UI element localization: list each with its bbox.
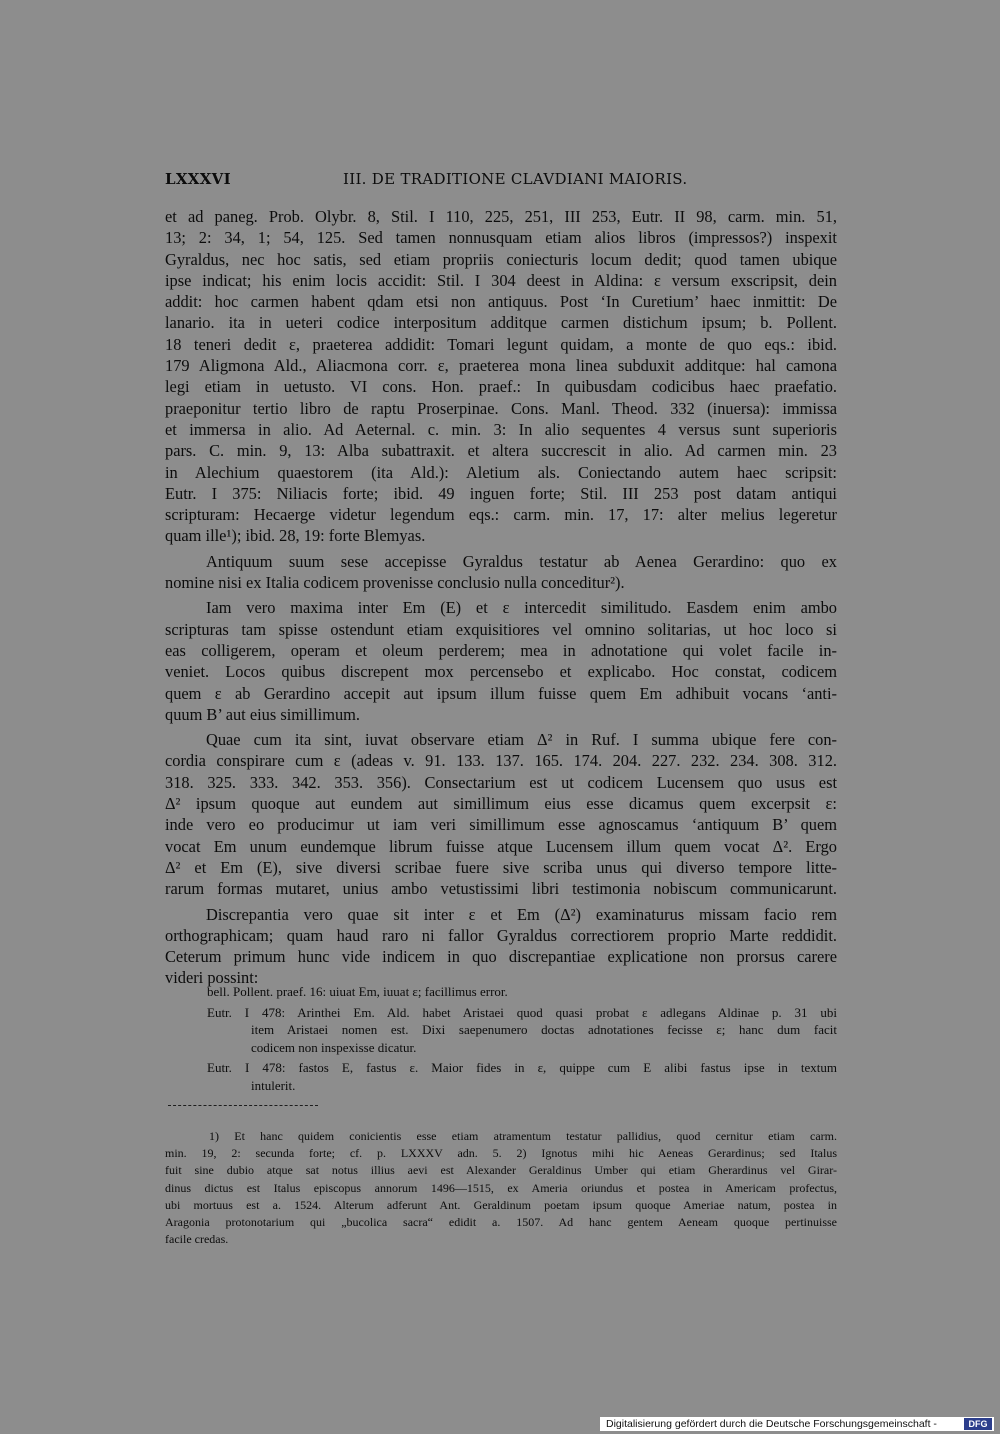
text-line: 18 teneri dedit ε, praeterea addidit: Tomari legunt quidam, a monte de quo eqs.: ibid. [165, 334, 837, 354]
text-line: quam ille¹); ibid. 28, 19: forte Blemyas. [165, 526, 426, 546]
discrepancy-list [207, 983, 837, 1095]
text-line: lanario. ita in ueteri codice interpositum additque carmen distichum ipsum; b. Pollent. [165, 313, 837, 333]
text-line: quum B’ aut eius simillimum. [165, 704, 361, 724]
text-line: orthographicam; quam haud raro ni fallor Gyraldus correctiorem proprio Marte reddidit. [165, 925, 837, 945]
text-line: Ceterum primum hunc vide indicem in quo discrepantiae explicatione non prorsus carere [165, 947, 837, 967]
text-line: videri possint: [165, 968, 259, 988]
footnote-line: min. 19, 2: secunda forte; cf. p. LXXXV adn. 5. 2) Ignotus mihi hic Aeneas Gerardinus; sed Italus [165, 1146, 837, 1161]
credit-text: Digitalisierung gefördert durch die Deutsche Forschungsgemeinschaft - [606, 1418, 937, 1430]
text-line: Δ² ipsum quoque aut eundem aut simillimum eius esse dicamus quem excerpsit ε: [165, 794, 837, 814]
paragraph-start: Iam vero maxima inter Em (E) et ε intercedit similitudo. Easdem enim ambo [206, 598, 837, 618]
text-line: Δ² et Em (E), sive diversi scribae fuere sive scriba unus qui diverso tempore litte- [165, 857, 837, 877]
text-line: et ad paneg. Prob. Olybr. 8, Stil. I 110, 225, 251, III 253, Eutr. II 98, carm. min. 51, [165, 207, 837, 226]
footnote-line: ubi mortuus est a. 1524. Alterum adferunt Ant. Geraldinum poetam ipsum quoque Ameriae natum, postea in [165, 1197, 837, 1212]
footnote-line: dinus dictus est Italus episcopus annorum 1496—1515, ex Ameria oriundus et postea in Americam profectus, [165, 1180, 837, 1195]
text-line: 179 Aligmona Ald., Aliacmona corr. ε, praeterea mona linea subduxit additque: hal camona [165, 356, 837, 376]
paragraph-start: Antiquum suum sese accepisse Gyraldus testatur ab Aenea Gerardino: quo ex [206, 551, 837, 571]
text-line: 13; 2: 34, 1; 54, 125. Sed tamen nonnusquam etiam alios libros (impressos?) inspexit [165, 228, 837, 248]
text-line: rarum formas mutaret, unius ambo vetustissimi libri testimonia nobiscum communicarunt. [165, 879, 837, 899]
list-item-continuation: item Aristaei nomen est. Dixi saepenumero doctas adnotationes fecisse ε; hanc dum facit [251, 1022, 837, 1038]
text-line: pars. C. min. 9, 13: Alba subattraxit. et altera succrescit in alio. Ad carmen min. 23 [165, 441, 837, 461]
running-title: III. DE TRADITIONE CLAVDIANI MAIORIS. [343, 170, 688, 188]
dfg-logo-icon: DFG [964, 1418, 992, 1430]
footnote-divider [168, 1105, 318, 1106]
text-line: Gyraldus, nec hoc satis, sed etiam propriis coniecturis locum dedit; quod tamen ubique [165, 249, 837, 269]
list-item: bell. Pollent. praef. 16: uiuat Em, iuuat ε; facillimus error. [207, 984, 508, 999]
text-line: ipse indicat; his enim locis accidit: Stil. I 304 deest in Aldina: ε versum exscripsit, dein [165, 270, 837, 290]
text-line: quem ε ab Gerardino accepit aut ipsum illum fuisse quem Em adhibuit vocans ‘anti- [165, 683, 837, 703]
footnotes [165, 1128, 837, 1248]
text-line: cordia conspirare cum ε (adeas v. 91. 133. 137. 165. 174. 204. 227. 232. 234. 308. 312. [165, 751, 837, 771]
page-number: LXXXVI [165, 170, 231, 188]
list-item-continuation: intulerit. [251, 1077, 296, 1093]
text-line: legi etiam in uetusto. VI cons. Hon. praef.: In quibusdam codicibus haec praefatio. [165, 377, 837, 397]
footnote-line: 1) Et hanc quidem conicientis esse etiam atramentum testatur pallidius, quod cernitur etiam carm. [209, 1129, 837, 1143]
text-line: in Alechium quaestorem (ita Ald.): Aletium als. Coniectando autem haec scripsit: [165, 462, 837, 482]
text-line: scripturam: Hecaerge videtur legendum eqs.: carm. min. 17, 17: alter melius legeretur [165, 505, 837, 525]
digitization-credit [600, 1417, 994, 1431]
text-line: Eutr. I 375: Niliacis forte; ibid. 49 inguen forte; Stil. III 253 post datam antiqui [165, 483, 837, 503]
main-text [165, 206, 837, 989]
footnote-line: facile credas. [165, 1232, 229, 1247]
running-head [165, 170, 837, 190]
list-item: Eutr. I 478: fastos E, fastus ε. Maior fides in ε, quippe cum E alibi fastus ipse in textum [207, 1060, 837, 1076]
text-line: addit: hoc carmen habent qdam etsi non antiquus. Post ‘In Curetium’ haec inmittit: De [165, 292, 837, 312]
text-line: inde vero eo producimur ut iam veri simillimum esse agnoscamus ‘antiquum B’ quem [165, 815, 837, 835]
text-line: praeponitur tertio libro de raptu Proserpinae. Cons. Manl. Theod. 332 (inuersa): immissa [165, 398, 837, 418]
paragraph-start: Discrepantia vero quae sit inter ε et Em (Δ²) examinaturus missam facio rem [206, 904, 837, 924]
text-line: et immersa in alio. Ad Aeternal. c. min. 3: In alio sequentes 4 versus sunt superioris [165, 419, 837, 439]
footnote-line: Aragonia protonotarium qui „bucolica sacra“ edidit a. 1507. Ad hanc gentem Aeneam quoque pertinuisse [165, 1214, 837, 1229]
text-line: scripturas tam spisse ostendunt etiam exquisitiores vel omnino solitarias, ut hoc loco si [165, 619, 837, 639]
text-line: 318. 325. 333. 342. 353. 356). Consectarium est ut codicem Lucensem quo usus est [165, 772, 837, 792]
list-item-continuation: codicem non inspexisse dicatur. [251, 1039, 417, 1055]
text-line: eas colligerem, operam et oleum perderem; mea in adnotatione qui volet facile in- [165, 640, 837, 660]
footnote-line: fuit sine dubio atque sat notus illius aevi est Alexander Geraldinus Umber qui etiam Gherardinus vel Girar- [165, 1163, 837, 1178]
text-line: nomine nisi ex Italia codicem provenisse conclusio nulla conceditur²). [165, 573, 625, 593]
paragraph-start: Quae cum ita sint, iuvat observare etiam Δ² in Ruf. I summa ubique fere con- [206, 730, 837, 750]
list-item: Eutr. I 478: Arinthei Em. Ald. habet Aristaei quod quasi probat ε adlegans Aldinae p. 31 ubi [207, 1004, 837, 1020]
text-line: veniet. Locos quibus discrepent mox percensebo et explicabo. Hoc constat, codicem [165, 662, 837, 682]
text-line: vocat Em unum eundemque librum fuisse atque Lucensem illum quem vocat Δ². Ergo [165, 836, 837, 856]
